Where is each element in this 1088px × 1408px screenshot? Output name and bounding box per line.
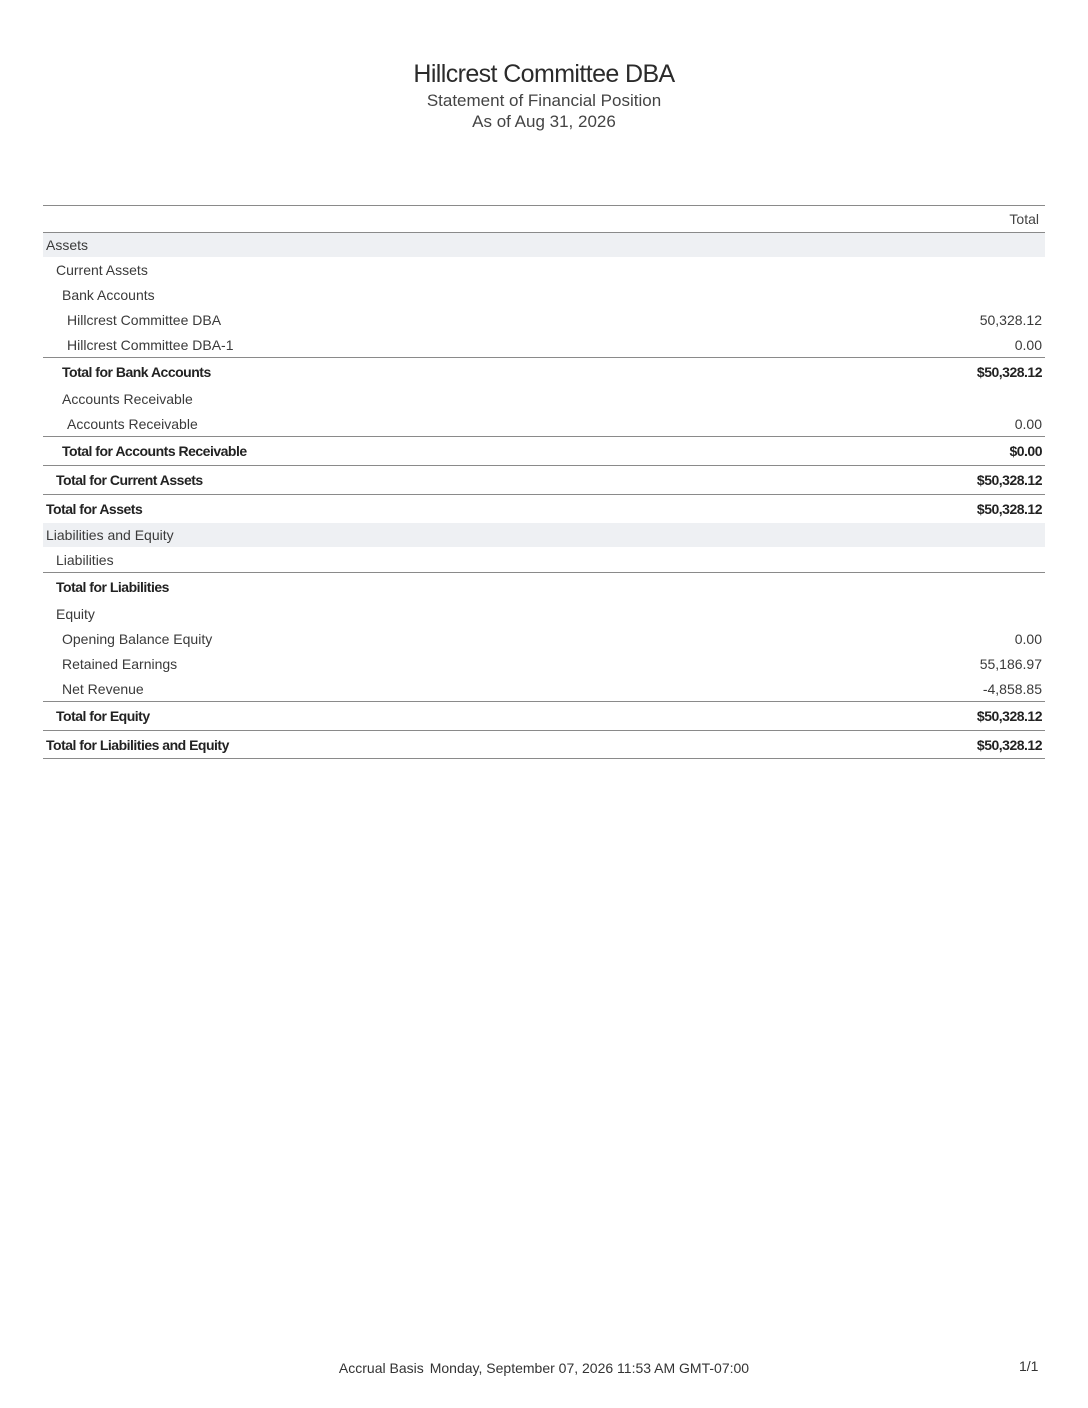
row-label: Total for Equity [56,708,150,724]
row-amount: 0.00 [1014,336,1042,353]
total-row [43,701,1045,730]
table-row [43,411,1045,436]
page-number: 1/1 [1019,1358,1039,1374]
total-row [43,730,1045,759]
table-row [43,601,1045,626]
row-label: Accounts Receivable [62,390,193,407]
column-header-row [43,206,1045,233]
row-amount: $50,328.12 [976,501,1042,517]
row-label: Current Assets [56,261,148,278]
section-row [43,233,1045,257]
table-row [43,257,1045,282]
row-label: Retained Earnings [62,655,178,672]
table-row [43,547,1045,572]
row-label: Bank Accounts [62,286,155,303]
row-label: Net Revenue [62,680,144,697]
footer-basis: Accrual Basis [338,1360,424,1376]
row-label: Total for Current Assets [56,472,203,488]
report-date: As of Aug 31, 2026 [472,112,616,131]
total-row [43,357,1045,386]
row-amount: 55,186.97 [979,655,1042,672]
row-label: Liabilities [56,551,114,568]
row-label: Total for Assets [46,501,143,517]
total-row [43,572,1045,601]
row-label: Hillcrest Committee DBA-1 [67,336,234,353]
row-label: Accounts Receivable [67,415,198,432]
table-row [43,651,1045,676]
row-amount: 50,328.12 [979,311,1042,328]
table-body [43,233,1045,759]
row-label: Total for Liabilities [56,579,169,595]
row-label: Liabilities and Equity [46,527,174,543]
footer-timestamp: Monday, September 07, 2026 11:53 AM GMT-07:00 [429,1360,750,1376]
row-amount: 0.00 [1014,630,1042,647]
section-row [43,523,1045,547]
report-title: Statement of Financial Position [426,91,662,110]
row-amount: $50,328.12 [976,736,1042,753]
row-label: Total for Accounts Receivable [62,443,247,459]
company-name: Hillcrest Committee DBA [413,60,675,88]
total-row [43,494,1045,523]
row-amount: 0.00 [1014,415,1042,432]
table-row [43,332,1045,357]
row-amount: $50,328.12 [976,364,1042,380]
table-row [43,386,1045,411]
table-row [43,626,1045,651]
column-header-total: Total [1009,211,1039,227]
table-row [43,282,1045,307]
total-row [43,436,1045,465]
table-row [43,676,1045,701]
financial-position-table [43,205,1045,759]
row-label: Equity [56,605,95,622]
total-row [43,465,1045,494]
row-label: Total for Bank Accounts [62,364,211,380]
report-footer [0,1360,1088,1376]
row-amount: $50,328.12 [976,708,1042,724]
report-header [0,58,1088,132]
row-label: Assets [46,237,89,253]
row-amount: $0.00 [1009,443,1042,459]
row-label: Opening Balance Equity [62,630,213,647]
row-label: Hillcrest Committee DBA [67,311,222,328]
table-row [43,307,1045,332]
row-label: Total for Liabilities and Equity [46,736,229,753]
row-amount: $50,328.12 [976,472,1042,488]
row-amount: -4,858.85 [982,680,1042,697]
